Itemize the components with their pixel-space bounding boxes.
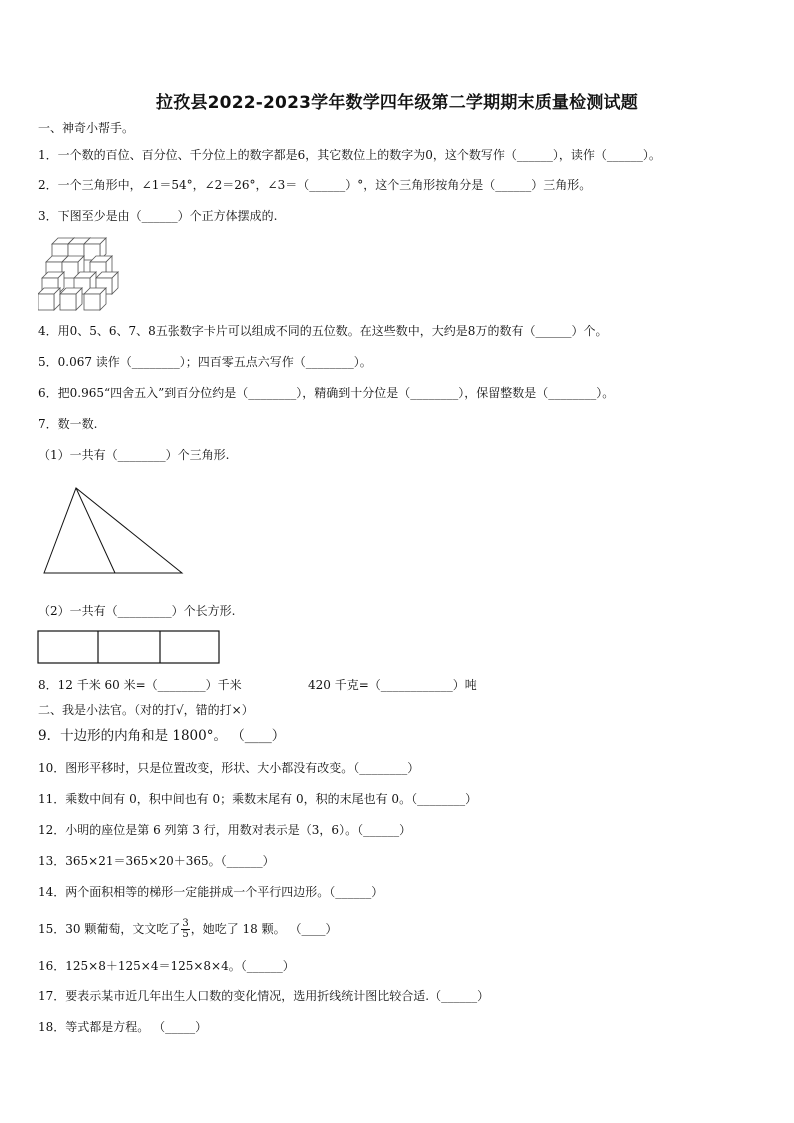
question-14: 14．两个面积相等的梯形一定能拼成一个平行四边形。（______） xyxy=(38,885,384,899)
question-7-part-2: （2）一共有（_________）个长方形. xyxy=(38,604,236,618)
question-5: 5．0.067 读作（________）；四百零五点六写作（________）。 xyxy=(38,355,372,369)
question-17: 17．要表示某市近几年出生人口数的变化情况，选用折线统计图比较合适.（______） xyxy=(38,989,490,1003)
page-title: 拉孜县2022-2023学年数学四年级第二学期期末质量检测试题 xyxy=(156,93,638,113)
question-8-part-2: 420 千克=（____________）吨 xyxy=(308,678,477,692)
question-1: 1．一个数的百位、百分位、千分位上的数字都是6，其它数位上的数字为0，这个数写作（______），读作（______）。 xyxy=(38,148,661,162)
question-12: 12．小明的座位是第 6 列第 3 行，用数对表示是（3，6）。（______） xyxy=(38,823,412,837)
question-8-part-1: 8．12 千米 60 米=（________）千米 xyxy=(38,678,242,692)
fraction-three-fifths xyxy=(181,919,189,940)
fraction-numerator: 3 xyxy=(182,918,189,929)
question-15 xyxy=(38,914,337,944)
question-6: 6．把0.965“四舍五入”到百分位约是（________），精确到十分位是（________），保留整数是（________）。 xyxy=(38,386,615,400)
question-16: 16．125×8＋125×4＝125×8×4。（______） xyxy=(38,959,295,973)
question-15-suffix: ，她吃了 18 颗。 （____） xyxy=(190,922,338,936)
question-18: 18．等式都是方程。 （_____） xyxy=(38,1020,208,1034)
question-7-part-1: （1）一共有（________）个三角形. xyxy=(38,448,230,462)
question-9: 9．十边形的内角和是 1800°。 （____） xyxy=(38,728,286,744)
cube-stack-figure xyxy=(38,234,122,314)
fraction-denominator: 5 xyxy=(182,929,189,940)
question-11: 11．乘数中间有 0，积中间也有 0；乘数末尾有 0，积的末尾也有 0。（________） xyxy=(38,792,478,806)
triangle-figure xyxy=(40,485,185,577)
section-2-heading: 二、我是小法官。（对的打√，错的打×） xyxy=(38,703,254,717)
question-2: 2．一个三角形中，∠1＝54°，∠2＝26°，∠3＝（______）°，这个三角形按角分是（______）三角形。 xyxy=(38,178,592,192)
section-1-heading: 一、神奇小帮手。 xyxy=(38,121,135,135)
question-4: 4．用0、5、6、7、8五张数字卡片可以组成不同的五位数。在这些数中，大约是8万的数有（______）个。 xyxy=(38,324,608,338)
question-3: 3．下图至少是由（______）个正方体摆成的. xyxy=(38,209,278,223)
question-13: 13．365×21＝365×20＋365。（______） xyxy=(38,854,275,868)
question-10: 10．图形平移时，只是位置改变，形状、大小都没有改变。（________） xyxy=(38,761,420,775)
question-15-prefix: 15．30 颗葡萄，文文吃了 xyxy=(38,922,181,936)
rectangles-figure xyxy=(37,630,221,665)
question-7: 7．数一数. xyxy=(38,417,98,431)
